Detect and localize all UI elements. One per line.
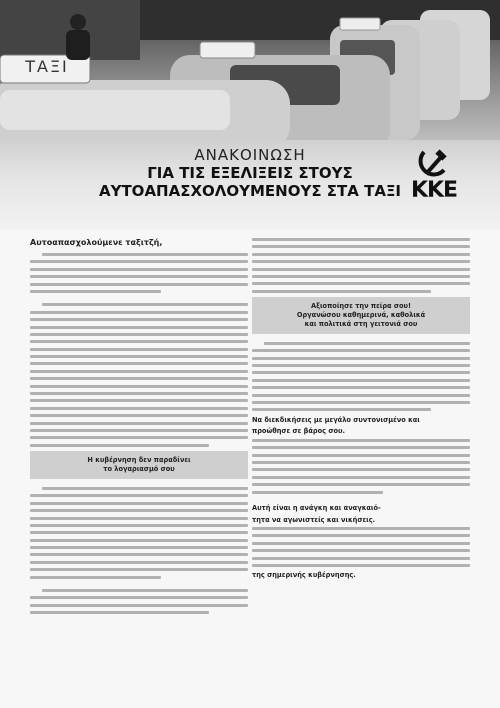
text-line <box>30 524 248 527</box>
text-line <box>252 408 431 411</box>
text-line <box>252 282 470 285</box>
text-line <box>30 333 248 336</box>
section-heading-right-text: Αξιοποίησε την πείρα σου! Οργανώσου καθημερινά, καθολικά και πολιτικά στη γειτονιά σου <box>296 302 426 328</box>
text-line <box>30 283 248 286</box>
text-line <box>30 517 248 520</box>
text-line <box>30 436 248 439</box>
text-line <box>30 340 248 343</box>
text-line <box>30 502 248 505</box>
text-line <box>252 275 470 278</box>
text-line <box>30 509 248 512</box>
text-line <box>30 553 248 556</box>
text-line <box>42 253 248 256</box>
text-line <box>252 364 470 367</box>
text-line <box>252 483 470 486</box>
left-column <box>30 238 248 619</box>
text-line <box>42 589 248 592</box>
text-line <box>30 414 248 417</box>
text-line <box>252 290 431 293</box>
text-line <box>252 468 470 471</box>
text-line <box>252 527 470 530</box>
text-line <box>42 487 248 490</box>
text-line <box>252 371 470 374</box>
text-line <box>30 568 248 571</box>
bold-text: Αυτή είναι η ανάγκη και αναγκαιό- <box>252 503 381 512</box>
page-title <box>60 148 440 199</box>
text-line <box>30 494 248 497</box>
text-line <box>264 342 470 345</box>
bold-paragraph-1 <box>252 416 470 425</box>
text-line <box>30 260 248 263</box>
text-line <box>30 377 248 380</box>
bold-text: Να διεκδικήσεις με μεγάλο συντονισμένο και <box>252 415 420 424</box>
taxi-roof-sign-text: ΤΑΞΙ <box>25 57 69 76</box>
title-line-3: ΑΥΤΟΑΠΑΣΧΟΛΟΥΜΕΝΟΥΣ ΣΤΑ ΤΑΞΙ <box>98 181 402 200</box>
text-line <box>42 303 248 306</box>
text-line <box>252 446 470 449</box>
text-line <box>30 546 248 549</box>
text-line <box>252 491 383 494</box>
bold-paragraph-4 <box>252 516 470 525</box>
text-line <box>252 542 470 545</box>
text-line <box>252 260 470 263</box>
text-line <box>252 557 470 560</box>
bold-text: της σημερινής κυβέρνησης. <box>252 571 356 580</box>
text-line <box>30 348 248 351</box>
text-line <box>252 461 470 464</box>
text-line <box>252 238 470 241</box>
text-line <box>30 318 248 321</box>
section-heading-left-text: Η κυβέρνηση δεν παραδίνει το λογαριασμό σου <box>87 456 191 474</box>
text-line <box>252 357 470 360</box>
text-line <box>30 268 248 271</box>
text-line <box>30 362 248 365</box>
text-line <box>252 401 470 404</box>
text-line <box>30 407 248 410</box>
text-line <box>30 596 248 599</box>
text-line <box>252 386 470 389</box>
text-line <box>30 290 161 293</box>
bold-text: προώθησε σε βάρος σου. <box>252 427 345 436</box>
text-line <box>30 576 161 579</box>
text-line <box>30 611 209 614</box>
section-heading-right <box>252 297 470 334</box>
party-logo <box>408 148 460 208</box>
text-line <box>30 355 248 358</box>
right-column <box>252 238 470 583</box>
text-line <box>252 564 470 567</box>
text-line <box>30 444 209 447</box>
text-line <box>30 539 248 542</box>
text-line <box>30 385 248 388</box>
text-line <box>30 311 248 314</box>
section-heading-left <box>30 451 248 479</box>
text-line <box>252 379 470 382</box>
bold-text: τητα να αγωνιστείς και νικήσεις. <box>252 515 376 524</box>
text-line <box>252 394 470 397</box>
bold-paragraph-2 <box>252 427 470 436</box>
text-line <box>30 429 248 432</box>
title-line-2: ΓΙΑ ΤΙΣ ΕΞΕΛΙΞΕΙΣ ΣΤΟΥΣ <box>147 163 353 182</box>
bold-paragraph-5 <box>252 571 470 580</box>
text-line <box>30 604 248 607</box>
text-line <box>30 561 248 564</box>
text-line <box>30 392 248 395</box>
taxi-rank-photo <box>0 0 500 140</box>
text-line <box>30 399 248 402</box>
text-line <box>252 253 470 256</box>
bold-paragraph-3 <box>252 504 470 513</box>
logo-text: ΚΚΕ <box>410 178 458 203</box>
title-announcement: ΑΝΑΚΟΙΝΩΣΗ <box>194 146 306 164</box>
text-line <box>30 531 248 534</box>
text-line <box>252 534 470 537</box>
text-line <box>30 275 248 278</box>
text-line <box>252 549 470 552</box>
text-line <box>252 268 470 271</box>
text-line <box>30 422 248 425</box>
text-line <box>252 476 470 479</box>
text-line <box>252 245 470 248</box>
text-line <box>30 370 248 373</box>
hammer-sickle-icon <box>408 148 460 180</box>
text-line <box>252 439 470 442</box>
text-line <box>252 349 470 352</box>
text-line <box>252 454 470 457</box>
greeting: Αυτοαπασχολούμενε ταξιτζή, <box>30 238 163 247</box>
text-line <box>30 326 248 329</box>
